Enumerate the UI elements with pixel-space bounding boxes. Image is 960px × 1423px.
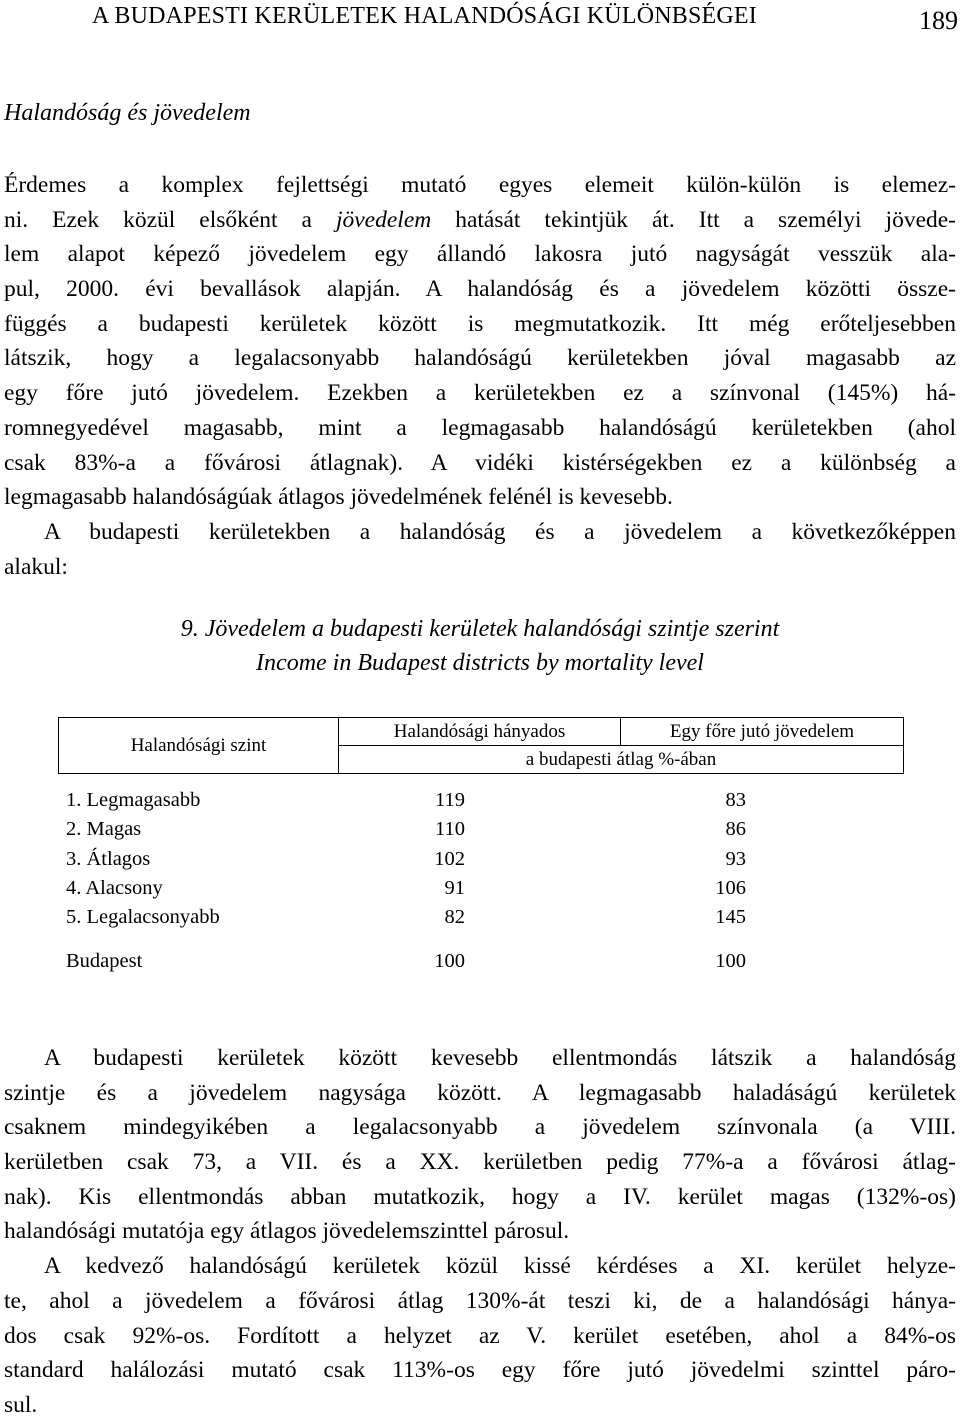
text-run: egy főre jutó jövedelem. Ezekben a kerületekben ez a színvonal (145%) há-	[4, 380, 956, 407]
text-run: ni. Ezek közül elsőként a	[4, 206, 336, 233]
body-paragraph-1	[4, 168, 956, 584]
text-run: alakul:	[4, 553, 68, 580]
cell-mortality-ratio: 91	[444, 877, 465, 899]
cell-income: 93	[725, 848, 746, 870]
cell-income: 106	[715, 877, 746, 899]
cell-mortality-ratio: 102	[434, 848, 465, 870]
text-line	[4, 307, 956, 342]
cell-mortality-level: 1. Legmagasabb	[66, 789, 201, 811]
text-line	[4, 237, 956, 272]
text-run: hatását tekintjük át. Itt a személyi jövede-	[431, 206, 956, 233]
text-run: halandósági mutatója egy átlagos jövedelemszinttel párosul.	[4, 1218, 570, 1245]
text-line	[4, 341, 956, 376]
cell-mortality-level: 4. Alacsony	[66, 877, 163, 899]
cell-mortality-level: 5. Legalacsonyabb	[66, 906, 220, 928]
text-line	[4, 515, 956, 550]
column-header-mortality-ratio: Halandósági hányados	[339, 718, 621, 746]
column-header-mortality-level: Halandósági szint	[59, 718, 339, 773]
section-title: Halandóság és jövedelem	[4, 100, 251, 126]
table-row	[0, 789, 960, 819]
text-line	[4, 1249, 956, 1284]
text-line	[4, 1180, 956, 1215]
cell-mortality-ratio: 119	[435, 789, 465, 811]
text-line	[4, 1110, 956, 1145]
text-run: kerületben csak 73, a VII. és a XX. kerületben pedig 77%-a a fővárosi átlag-	[4, 1149, 956, 1176]
text-line	[4, 1145, 956, 1180]
text-run: pul, 2000. évi bevallások alapján. A halandóság és a jövedelem közötti össze-	[4, 276, 956, 303]
text-run: csak 83%-a a fővárosi átlagnak). A vidéki kistérségekben ez a különbség a	[4, 449, 956, 476]
text-run: A kedvező halandóságú kerületek közül kissé kérdéses a XI. kerület helyze-	[44, 1253, 956, 1280]
table-row	[0, 848, 960, 878]
text-line	[4, 1319, 956, 1354]
text-line	[4, 1076, 956, 1111]
cell-mortality-ratio: 82	[444, 906, 465, 928]
text-run: lem alapot képező jövedelem egy állandó lakosra jutó nagyságát vesszük ala-	[4, 241, 956, 268]
text-run: látszik, hogy a legalacsonyabb halandóságú kerületekben jóval magasabb az	[4, 345, 956, 372]
text-line	[4, 1214, 956, 1249]
text-line	[4, 480, 956, 515]
emphasized-text: jövedelem	[335, 206, 432, 233]
table-row-total	[0, 950, 960, 980]
text-run: Érdemes a komplex fejlettségi mutató egyes elemeit külön-külön is elemez-	[4, 172, 956, 198]
text-line	[4, 446, 956, 481]
text-line	[4, 203, 956, 238]
cell-income: 100	[715, 950, 746, 972]
table-row	[0, 818, 960, 848]
text-run: romnegyedével magasabb, mint a legmagasabb halandóságú kerületekben (ahol	[4, 414, 956, 441]
text-line	[4, 272, 956, 307]
running-header	[0, 0, 960, 40]
text-line	[4, 411, 956, 446]
text-run: csaknem mindegyikében a legalacsonyabb a jövedelem színvonala (a VIII.	[4, 1114, 956, 1141]
cell-income: 83	[725, 789, 746, 811]
text-run: nak). Kis ellentmondás abban mutatkozik, hogy a IV. kerület magas (132%-os)	[4, 1183, 956, 1210]
column-header-unit: a budapesti átlag %-ában	[525, 749, 717, 770]
text-line	[4, 1041, 956, 1076]
text-run: A budapesti kerületekben a halandóság és a jövedelem a következőképpen	[44, 518, 956, 545]
text-run: szintje és a jövedelem nagysága között. A legmagasabb haladáságú kerületek	[4, 1079, 956, 1106]
text-line	[4, 376, 956, 411]
text-line	[4, 550, 956, 585]
text-run: függés a budapesti kerületek között is megmutatkozik. Itt még erőteljesebben	[4, 310, 956, 337]
text-run: dos csak 92%-os. Fordított a helyzet az V. kerület esetében, ahol a 84%-os	[4, 1322, 956, 1349]
cell-mortality-ratio: 100	[434, 950, 465, 972]
cell-income: 86	[725, 818, 746, 840]
cell-mortality-ratio: 110	[435, 818, 465, 840]
table-row	[0, 877, 960, 907]
cell-income: 145	[715, 906, 746, 928]
cell-mortality-level: 2. Magas	[66, 818, 142, 840]
text-run: legmagasabb halandóságúak átlagos jövedelmének felénél is kevesebb.	[4, 484, 673, 511]
table-header	[58, 717, 904, 774]
text-line	[4, 1353, 956, 1388]
text-run: te, ahol a jövedelem a fővárosi átlag 130%-át teszi ki, de a halandósági hánya-	[4, 1287, 956, 1314]
cell-mortality-level: Budapest	[66, 950, 143, 972]
text-line	[4, 1284, 956, 1319]
text-run: standard halálozási mutató csak 113%-os egy főre jutó jövedelmi szinttel páro-	[4, 1357, 956, 1384]
table-caption-hungarian: 9. Jövedelem a budapesti kerületek halandósági szintje szerint	[180, 616, 780, 642]
text-run: A budapesti kerületek között kevesebb ellentmondás látszik a halandóság	[44, 1045, 956, 1071]
column-header-income-per-capita: Egy főre jutó jövedelem	[621, 718, 903, 746]
page-number: 189	[919, 6, 958, 35]
text-line	[4, 1388, 956, 1423]
text-line	[4, 168, 956, 203]
cell-mortality-level: 3. Átlagos	[66, 848, 151, 870]
body-paragraph-2	[4, 1041, 956, 1423]
text-run: sul.	[4, 1391, 38, 1418]
running-title: A BUDAPESTI KERÜLETEK HALANDÓSÁGI KÜLÖNBSÉGEI	[92, 3, 757, 29]
table-caption-english: Income in Budapest districts by mortality level	[256, 650, 704, 676]
table-row	[0, 906, 960, 936]
